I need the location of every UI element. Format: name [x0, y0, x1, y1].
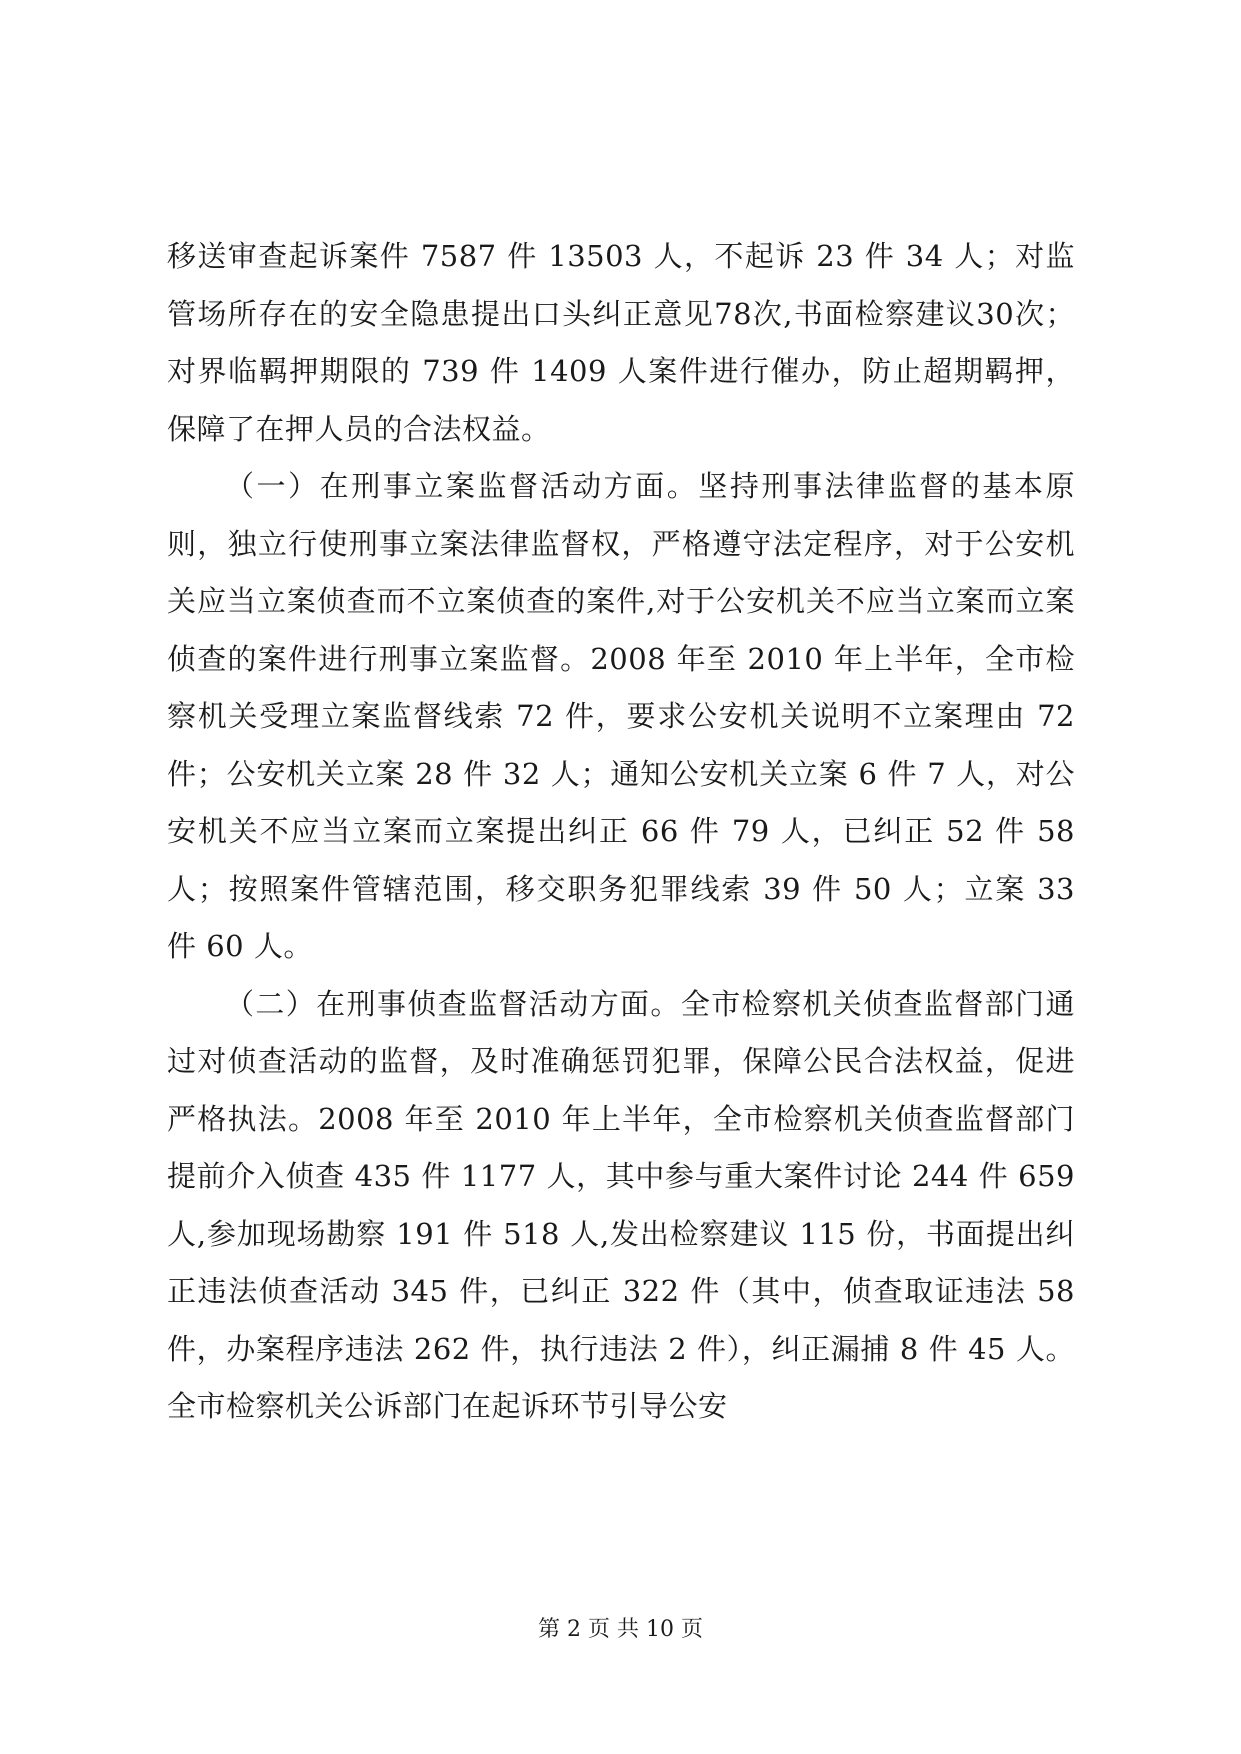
paragraph-3: （二）在刑事侦查监督活动方面。全市检察机关侦查监督部门通过对侦查活动的监督，及时准确惩罚犯罪，保障公民合法权益，促进严格执法。2008 年至 2010 年上半年，全市检察机关侦查监督部门提前介入侦查 435 件 1177 人，其中参与重大案件讨论 244 件 659 人,参加现场勘察 191 件 518 人,发出检察建议 115 份，书面提出纠正违法侦查活动 345 件，已纠正 322 件（其中，侦查取证违法 58 件，办案程序违法 262 件，执行违法 2 件），纠正漏捕 8 件 45 人。全市检察机关公诉部门在起诉环节引导公安: [167, 986, 1075, 1423]
document-body: [167, 228, 1075, 1436]
paragraph-1: 移送审查起诉案件 7587 件 13503 人，不起诉 23 件 34 人；对监管场所存在的安全隐患提出口头纠正意见78次,书面检察建议30次；对界临羁押期限的 739 件 1409 人案件进行催办，防止超期羁押，保障了在押人员的合法权益。: [167, 239, 1075, 446]
paragraph-2: （一）在刑事立案监督活动方面。坚持刑事法律监督的基本原则，独立行使刑事立案法律监督权，严格遵守法定程序，对于公安机关应当立案侦查而不立案侦查的案件,对于公安机关不应当立案而立案侦查的案件进行刑事立案监督。2008 年至 2010 年上半年，全市检察机关受理立案监督线索 72 件，要求公安机关说明不立案理由 72 件；公安机关立案 28 件 32 人；通知公安机关立案 6 件 7 人，对公安机关不应当立案而立案提出纠正 66 件 79 人，已纠正 52 件 58 人；按照案件管辖范围，移交职务犯罪线索 39 件 50 人；立案 33 件 60 人。: [167, 469, 1075, 963]
page-number-footer: 第 2 页 共 10 页: [538, 1617, 703, 1642]
